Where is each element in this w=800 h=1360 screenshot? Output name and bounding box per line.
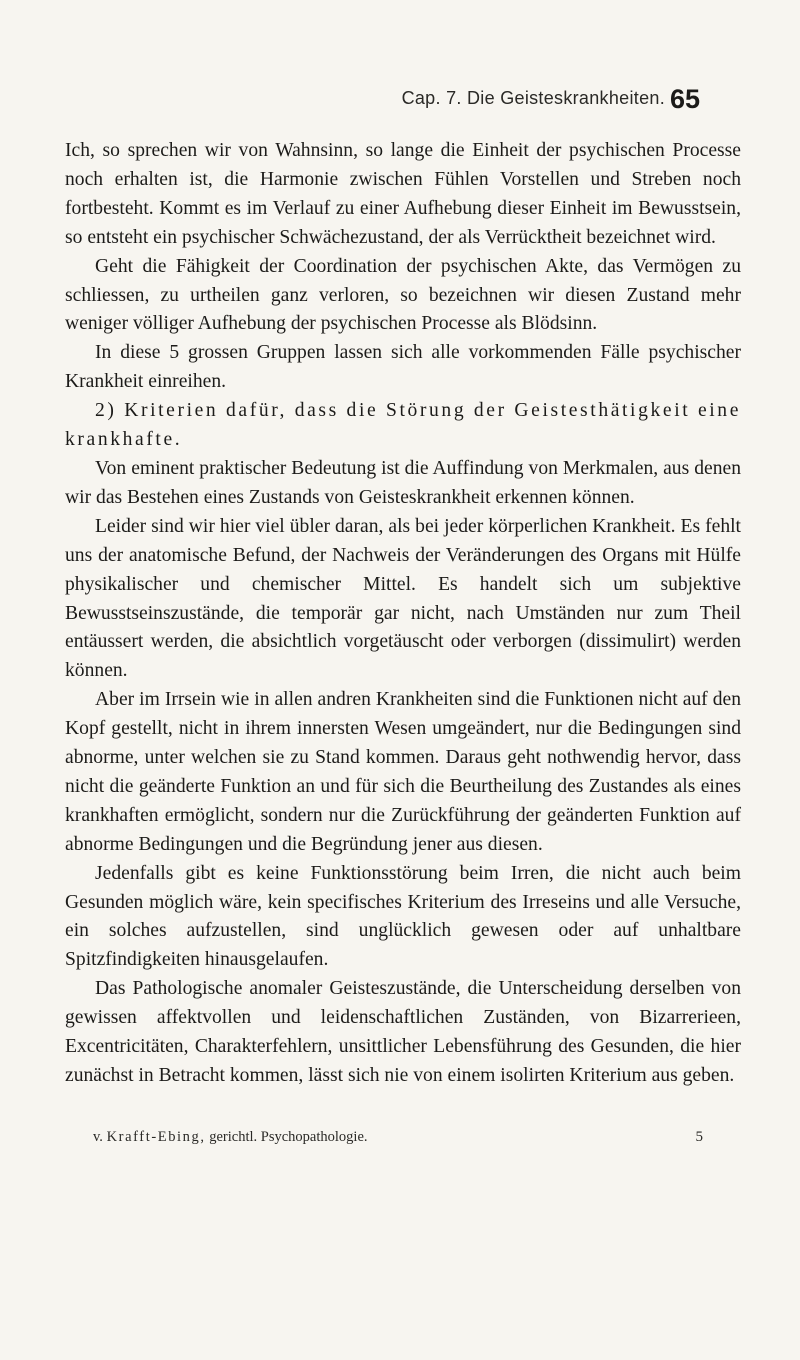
paragraph: Ich, so sprechen wir von Wahnsinn, so lange die Einheit der psychischen Processe noch erhalten ist, die Harmonie zwischen Fühlen Vorstellen und Streben noch fortbesteht. Kommt es im Verlauf zu einer Aufhebung dieser Einheit im Bewusstsein, so entsteht ein psychischer Schwächezustand, der als Verrücktheit bezeichnet wird. — [65, 140, 741, 248]
running-title: Cap. 7. Die Geisteskrankheiten. — [401, 88, 665, 108]
body-text — [65, 137, 741, 1091]
paragraph: Aber im Irrsein wie in allen andren Krankheiten sind die Funktionen nicht auf den Kopf gestellt, nicht in ihrem innersten Wesen umgeändert, nur die Bedingungen sind abnorme, unter welchen sie zu Stand kommen. Daraus geht nothwendig hervor, dass nicht die geänderte Funktion an und für sich die Beurtheilung des Zustandes als eines krankhaften ermöglicht, sondern nur die Zurückführung der geänderten Funktion auf abnorme Bedingungen und die Begründung jener aus diesen. — [65, 689, 741, 855]
footer-title: gerichtl. Psychopathologie. — [205, 1129, 368, 1145]
footer-author: Krafft-Ebing, — [106, 1129, 206, 1145]
signature-line — [93, 1129, 703, 1146]
footer-prefix: v. — [93, 1129, 107, 1145]
paragraph: Das Pathologische anomaler Geisteszustände, die Unterscheidung derselben von gewissen affektvollen und leidenschaftlichen Zuständen, von Bizarrerieen, Excentricitäten, Charakterfehlern, unsittlicher Lebensführung des Gesunden, die hier zunächst in Betracht kommen, lässt sich nie von einem isolirten Kriterium aus geben. — [65, 978, 741, 1086]
paragraph: Leider sind wir hier viel übler daran, als bei jeder körperlichen Krankheit. Es fehlt uns der anatomische Befund, der Nachweis der Veränderungen des Organs mit Hülfe physikalischer und chemischer Mittel. Es handelt sich um subjektive Bewusstseinszustände, die temporär gar nicht, nach Umständen nur zum Theil entäussert werden, die absichtlich vorgetäuscht oder verborgen (dissimulirt) werden können. — [65, 515, 741, 682]
paragraph: In diese 5 grossen Gruppen lassen sich alle vorkommenden Fälle psychischer Krankheit einreihen. — [65, 342, 741, 393]
page-number: 65 — [670, 84, 701, 114]
paragraph: Von eminent praktischer Bedeutung ist die Auffindung von Merkmalen, aus denen wir das Bestehen eines Zustands von Geisteskrankheit erkennen können. — [65, 457, 741, 508]
paragraph: Geht die Fähigkeit der Coordination der psychischen Akte, das Vermögen zu schliessen, zu urtheilen ganz verloren, so bezeichnen wir diesen Zustand mehr weniger völliger Aufhebung der psychischen Processe als Blödsinn. — [65, 255, 741, 335]
section-heading: 2) Kriterien dafür, dass die Störung der Geistesthätigkeit eine krankhafte. — [65, 400, 741, 451]
paragraph: Jedenfalls gibt es keine Funktionsstörung beim Irren, die nicht auch beim Gesunden möglich wäre, kein specifisches Kriterium des Irreseins und alle Versuche, ein solches aufzustellen, sind unglücklich gewesen oder auf unhaltbare Spitzfindigkeiten hinausgelaufen. — [65, 862, 741, 971]
signature-mark: 5 — [695, 1129, 703, 1145]
